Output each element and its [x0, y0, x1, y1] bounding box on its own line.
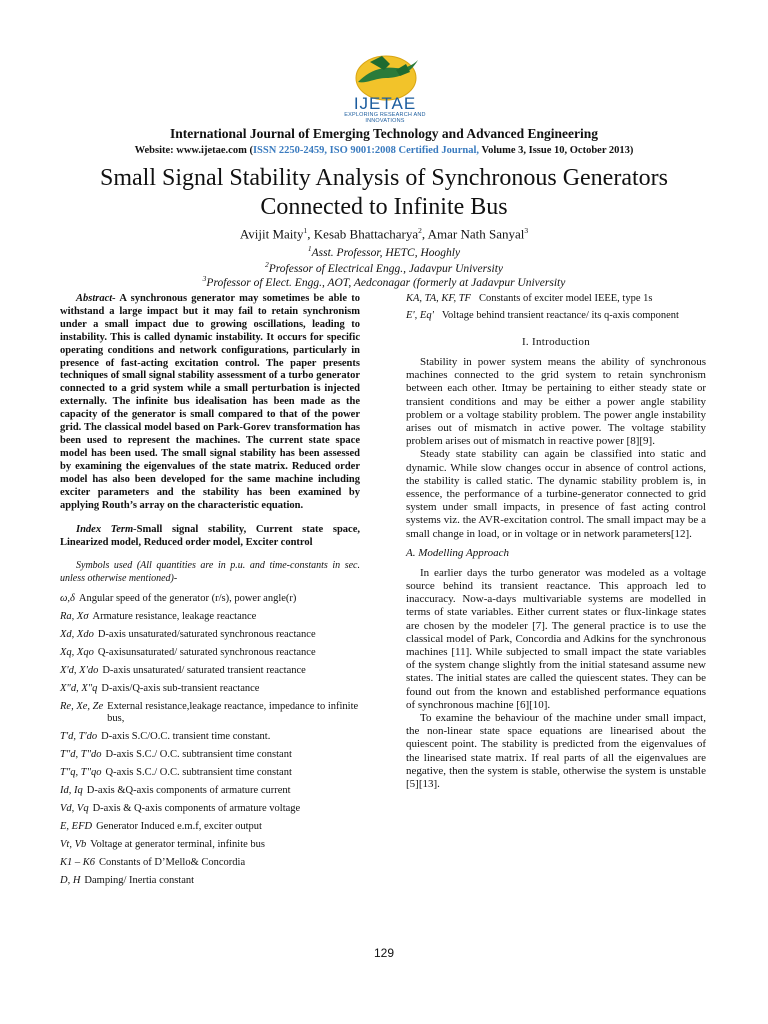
symbol-row	[60, 701, 360, 725]
symbol-row	[406, 310, 706, 323]
symbol-row	[60, 731, 360, 743]
symbol: ω,δ	[60, 593, 75, 605]
symbol: KA, TA, KF, TF	[406, 293, 471, 304]
symbol-row	[60, 839, 360, 851]
paragraph: To examine the behaviour of the machine under small impact, the non-linear state space equations are linearised about the quiescent point. The stability is predicted from the eigenvalues of the linearised state matrix. If real parts of all the eigenvalues are negative, then the system is stable, otherwise the system is unstable [5][13].	[406, 712, 706, 791]
author: Kesab Bhattacharya	[313, 226, 419, 242]
paragraph: Steady state stability can again be classified into static and dynamic. While slow changes occur in absence of control actions, the stability is called static. The dynamic stability problem is, in essence, the performance of a turbine-generator connected to grid system under small impacts, in presence of fast acting control systems viz. the AVR-excitation control. The small impact may be a small change in load, or in voltage or in network parameters[12].	[406, 448, 706, 540]
symbol-row	[60, 611, 360, 623]
symbol-description: D-axis unsaturated/ saturated transient reactance	[102, 665, 306, 677]
symbol: K1 – K6	[60, 857, 96, 869]
author: Avijit Maity	[239, 226, 304, 242]
affiliation-2: $^2$Professor of Electrical Engg., Jadavpur University	[264, 260, 504, 275]
symbol: D, H	[60, 875, 81, 887]
journal-name: International Journal of Emerging Technology and Advanced Engineering	[170, 126, 598, 141]
symbol-list	[60, 593, 360, 887]
symbol-row	[60, 749, 360, 761]
symbol-description: Angular speed of the generator (r/s), power angle(r)	[78, 593, 297, 605]
index-terms: Index Term-Small signal stability, Current state space, Linearized model, Reduced order model, Exciter control	[60, 524, 360, 549]
section-heading: I. Introduction	[521, 336, 591, 348]
symbol-description: Q-axisunsaturated/ saturated synchronous reactance	[97, 647, 316, 659]
symbol-description: D-axis &Q-axis components of armature current	[86, 785, 291, 797]
symbol-row	[406, 293, 706, 306]
symbol-description: Generator Induced e.m.f, exciter output	[96, 821, 262, 833]
page-number: 129	[373, 946, 395, 960]
journal-website-line: Website: www.ijetae.com (ISSN 2250-2459, ISO 9001:2008 Certified Journal, Volume 3, Issue 10, October 2013)	[134, 145, 634, 156]
symbol: Re, Xe, Ze	[60, 701, 104, 713]
symbol: T"d, T"do	[60, 749, 102, 761]
issn-text: ISSN 2250-2459, ISO 9001:2008 Certified Journal,	[252, 145, 480, 156]
symbol-row	[60, 647, 360, 659]
symbol-description: Armature resistance, leakage reactance	[92, 611, 257, 623]
right-symbol-list	[406, 293, 706, 322]
paragraph: In earlier days the turbo generator was modeled as a voltage source behind its transient reactance. This approach led to inaccuracy. Now-a-days multivariable systems are modelled in terms of state variables. Either current states or flux-linkage states are chosen by the modeler [7]. The general practice is to use the classical model of Park, Concordia and Adkins for the synchronous machines [11]. While subjected to small impact the state variables of the system change slightly from the initial statesand assume new states. The initial states are called the quiescent states. They can be found out from the known and established performance equations of synchronous machine [6][10].	[406, 566, 706, 711]
symbol-description: D-axis/Q-axis sub-transient reactance	[101, 683, 260, 695]
symbol-description: Voltage behind transient reactance/ its q-axis component	[441, 309, 679, 321]
symbol: Vd, Vq	[60, 803, 89, 815]
symbol-row	[60, 875, 360, 887]
symbol-row	[60, 785, 360, 797]
paragraph: Stability in power system means the ability of synchronous machines connected to the grid system to retain synchronism between each other. Itmay be pertaining to either steady state or transient conditions and may be either a power angle stability problem or a voltage stability problem. The power angle instability arises out of mismatch in active power. The voltage stability problem arises out of mismatch in reactive power [8][9].	[406, 356, 706, 448]
subsection-heading: A. Modelling Approach	[406, 546, 509, 559]
affiliation-3: $^3$Professor of Elect. Engg., AOT, Aedconagar (formerly at Jadavpur University	[202, 274, 566, 289]
symbol-description: D-axis S.C/O.C. transient time constant.	[101, 731, 271, 743]
left-column	[60, 293, 360, 893]
author-list: Avijit Maity$^1$, Kesab Bhattacharya$^2$, Amar Nath Sanyal$^3$	[239, 226, 529, 242]
symbol-row	[60, 803, 360, 815]
symbol-description: Damping/ Inertia constant	[84, 875, 195, 887]
symbol: T"q, T"qo	[60, 767, 102, 779]
symbol-description: Q-axis S.C./ O.C. subtransient time constant	[105, 767, 292, 779]
symbol: E, EFD	[60, 821, 93, 833]
symbol-row	[60, 629, 360, 641]
paper-title: Small Signal Stability Analysis of Synchronous Generators Connected to Infinite Bus	[100, 165, 668, 220]
symbol-row	[60, 683, 360, 695]
symbol: X"d, X"q	[60, 683, 98, 695]
symbol-row	[60, 821, 360, 833]
symbol-row	[60, 665, 360, 677]
symbol: T'd, T'do	[60, 731, 98, 743]
affiliation-1: $^1$Asst. Professor, HETC, Hooghly	[307, 244, 461, 259]
symbol-description: Voltage at generator terminal, infinite bus	[90, 839, 266, 851]
symbol: Vt, Vb	[60, 839, 87, 851]
symbol-description: Constants of exciter model IEEE, type 1s	[478, 293, 653, 304]
symbol-description: External resistance,leakage reactance, impedance to infinite bus,	[107, 701, 359, 725]
logo-wordmark: IJETAE	[353, 94, 417, 113]
right-column	[406, 293, 706, 791]
symbol: Id, Iq	[60, 785, 83, 797]
symbol-description: D-axis & Q-axis components of armature voltage	[92, 803, 301, 815]
symbol-row	[60, 767, 360, 779]
symbol-description: D-axis unsaturated/saturated synchronous reactance	[97, 629, 316, 641]
symbol: Ra, Xσ	[60, 611, 89, 623]
logo-tagline: EXPLORING RESEARCH AND INNOVATIONS	[344, 112, 426, 124]
symbol: X'd, X'do	[60, 665, 99, 677]
symbol-row	[60, 857, 360, 869]
author: Amar Nath Sanyal	[427, 226, 525, 242]
symbol-description: Constants of D’Mello& Concordia	[99, 857, 246, 869]
symbol: E', Eq'	[406, 309, 434, 321]
symbol-description: D-axis S.C./ O.C. subtransient time constant	[105, 749, 292, 761]
symbol: Xd, Xdo	[60, 629, 94, 641]
symbol: Xq, Xqo	[60, 647, 94, 659]
abstract: Abstract- A synchronous generator may sometimes be able to withstand a large impact but it may fail to retain synchronism under a small impact due to growing oscillations, leading to instability. This is called dynamic instability. It occurs for specific operating conditions and network configurations, particularly in presence of fast-acting excitation control. The paper presents techniques of small signal stability assessment of a turbo generator connected to a grid system while a small perturbation is injected externally. The infinite bus idealisation has been made as the capacity of the generator is small compared to that of the power grid. The classical model based on Park-Gorev transformation has been used to represent the machines. The current state space model has been used. The small signal stability has been assessed by examining the eigenvalues of the state matrix. Reduced order model has also been developed for the same machine including exciter parameters and the stability has been examined by applying Routh’s array on the characteristic equation.	[60, 293, 360, 511]
symbols-note: Symbols used (All quantities are in p.u. and time-constants in sec. unless otherwise mentioned)-	[60, 560, 360, 584]
symbol-row	[60, 593, 360, 605]
